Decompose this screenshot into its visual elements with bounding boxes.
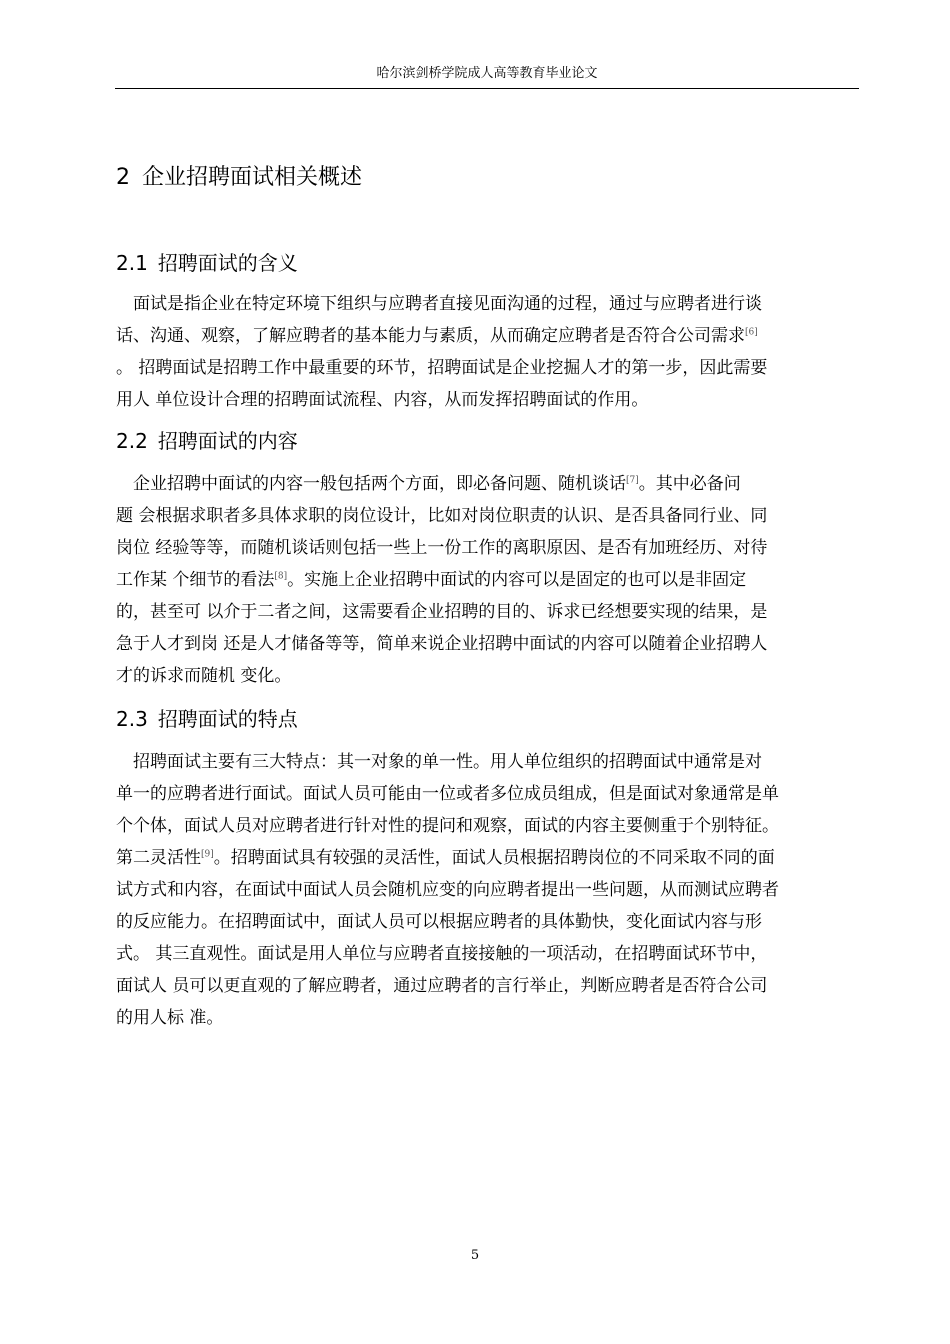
- citation-marker: [9]: [201, 849, 214, 860]
- section-title: 招聘面试的内容: [157, 429, 298, 453]
- text-line: 的，甚至可 以介于二者之间，这需要看企业招聘的目的、诉求已经想要实现的结果，是: [116, 602, 768, 622]
- text-line: 单一的应聘者进行面试。面试人员可能由一位或者多位成员组成，但是面试对象通常是单: [116, 784, 779, 804]
- text-line: 第二灵活性[9]。招聘面试具有较强的灵活性，面试人员根据招聘岗位的不同采取不同的面: [116, 848, 775, 868]
- section-number: 2.3: [116, 707, 148, 731]
- citation-marker: [8]: [274, 571, 288, 582]
- text-line: 才的诉求而随机 变化。: [116, 666, 292, 686]
- section-title: 招聘面试的含义: [157, 251, 298, 275]
- text-line: 个个体，面试人员对应聘者进行针对性的提问和观察，面试的内容主要侧重于个别特征。: [116, 816, 779, 836]
- section-title: 招聘面试的特点: [157, 707, 298, 731]
- text-line: 题 会根据求职者多具体求职的岗位设计，比如对岗位职责的认识、是否具备同行业、同: [116, 506, 768, 526]
- text-line: 岗位 经验等等，而随机谈话则包括一些上一份工作的离职原因、是否有加班经历、对待: [116, 538, 768, 558]
- chapter-heading: [116, 162, 362, 194]
- paragraph-2-3: [116, 746, 861, 1034]
- page-number: 5: [470, 1248, 480, 1263]
- text-line: 面试是指企业在特定环境下组织与应聘者直接见面沟通的过程，通过与应聘者进行谈: [116, 294, 762, 314]
- text-line: 急于人才到岗 还是人才储备等等，简单来说企业招聘中面试的内容可以随着企业招聘人: [116, 634, 768, 654]
- text-line: 招聘面试主要有三大特点：其一对象的单一性。用人单位组织的招聘面试中通常是对: [116, 752, 762, 772]
- text-line: 工作某 个细节的看法[8]。实施上企业招聘中面试的内容可以是固定的也可以是非固定: [116, 570, 747, 590]
- section-number: 2.1: [116, 251, 148, 275]
- header-rule: [115, 88, 859, 89]
- text-line: 试方式和内容，在面试中面试人员会随机应变的向应聘者提出一些问题，从而测试应聘者: [116, 880, 779, 900]
- text-line: 用人 单位设计合理的招聘面试流程、内容，从而发挥招聘面试的作用。: [116, 390, 649, 410]
- text-line: 式。 其三直观性。面试是用人单位与应聘者直接接触的一项活动，在招聘面试环节中，: [116, 944, 768, 964]
- paragraph-2-1: [116, 288, 861, 416]
- chapter-number: 2: [116, 165, 130, 190]
- text-line: 企业招聘中面试的内容一般包括两个方面，即必备问题、随机谈话[7]。其中必备问: [116, 474, 741, 494]
- citation-marker: [7]: [626, 475, 639, 486]
- section-heading-2-1: [116, 248, 298, 278]
- text-line: 的反应能力。在招聘面试中，面试人员可以根据应聘者的具体勤快，变化面试内容与形: [116, 912, 762, 932]
- chapter-title: 企业招聘面试相关概述: [142, 165, 363, 190]
- text-line: 面试人 员可以更直观的了解应聘者，通过应聘者的言行举止，判断应聘者是否符合公司: [116, 976, 768, 996]
- text-line: 话、沟通、观察，了解应聘者的基本能力与素质，从而确定应聘者是否符合公司需求[6]: [116, 326, 758, 346]
- text-line: 的用人标 准。: [116, 1008, 224, 1028]
- text-line: 。 招聘面试是招聘工作中最重要的环节，招聘面试是企业挖掘人才的第一步，因此需要: [116, 358, 768, 378]
- paragraph-2-2: [116, 468, 861, 692]
- section-number: 2.2: [116, 429, 148, 453]
- section-heading-2-2: [116, 426, 298, 456]
- running-header: 哈尔滨剑桥学院成人高等教育毕业论文: [376, 66, 598, 81]
- citation-marker: [6]: [745, 327, 758, 338]
- section-heading-2-3: [116, 704, 298, 734]
